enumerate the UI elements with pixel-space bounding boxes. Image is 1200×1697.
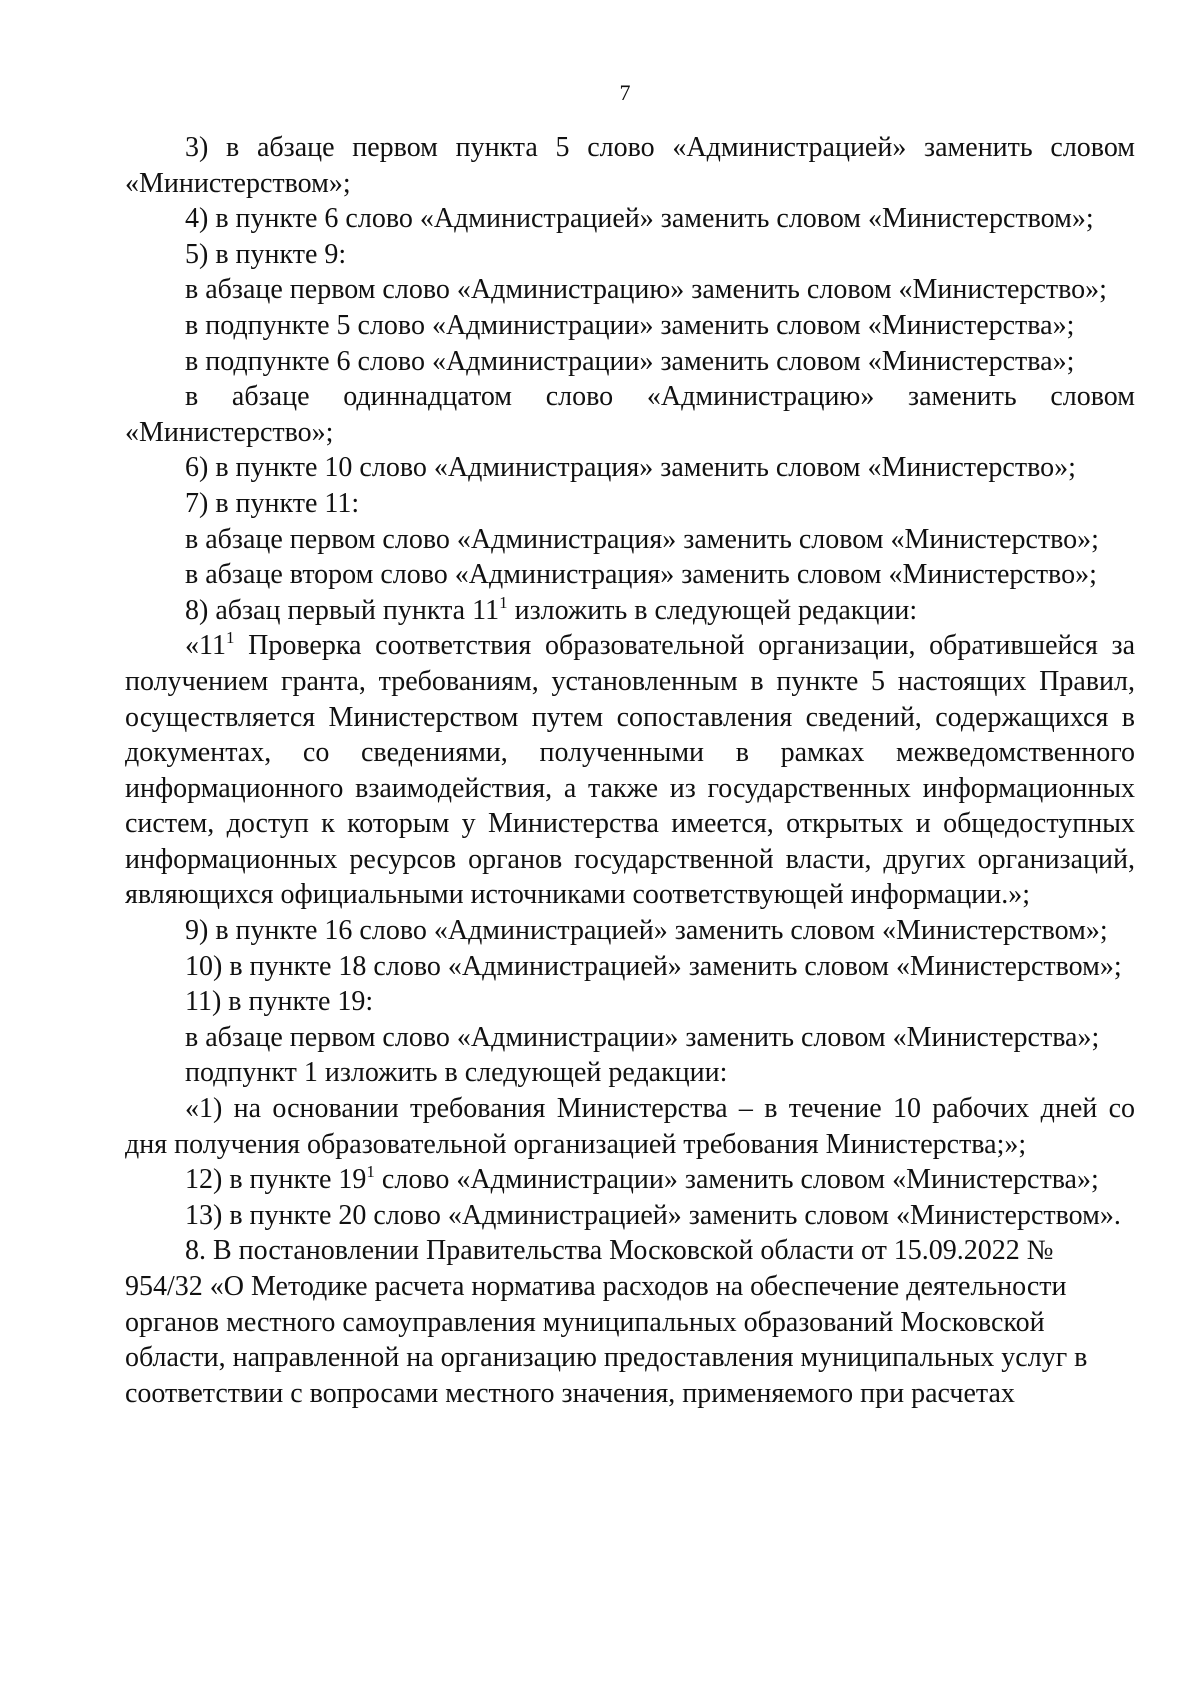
paragraph: в абзаце одиннадцатом слово «Администрацию» заменить словом «Министерство»; [125, 381, 1135, 448]
paragraph: подпункт 1 изложить в следующей редакции: [185, 1057, 728, 1089]
paragraph: 8. В постановлении Правительства Московской области от 15.09.2022 № 954/32 «О Методике расчета норматива расходов на обеспечение деятельности органов местного самоуправления муниципальных образований Московской области, направленной на организацию предоставления муниципальных услуг в соответствии с вопросами местного значения, применяемого при расчетах [125, 1235, 1088, 1409]
paragraph: «1) на основании требования Министерства – в течение 10 рабочих дней со дня получения образовательной организацией требования Министерства;»; [125, 1093, 1135, 1160]
paragraph: в подпункте 5 слово «Администрации» заменить словом «Министерства»; [185, 309, 1075, 341]
paragraph: 11) в пункте 19: [185, 986, 374, 1018]
paragraph [125, 1162, 1135, 1198]
paragraph [125, 628, 1135, 913]
superscript: 1 [499, 592, 508, 612]
paragraph: в абзаце первом слово «Администрацию» заменить словом «Министерство»; [185, 274, 1107, 306]
paragraph-text: «11 [185, 630, 226, 662]
paragraph: 5) в пункте 9: [185, 238, 347, 270]
paragraph-text: слово «Администрации» заменить словом «Министерства»; [374, 1164, 1099, 1196]
paragraph: в абзаце первом слово «Администрации» заменить словом «Министерства»; [185, 1021, 1100, 1053]
paragraph: 9) в пункте 16 слово «Администрацией» заменить словом «Министерством»; [185, 915, 1108, 947]
document-body [125, 130, 1135, 1411]
paragraph: 13) в пункте 20 слово «Администрацией» заменить словом «Министерством». [185, 1199, 1121, 1231]
superscript: 1 [225, 628, 235, 648]
paragraph-text: Проверка соответствия образовательной организации, обратившейся за получением гранта, требованиям, установленным в пункте 5 настоящих Правил, осуществляется Министерством путем сопоставления сведений, содержащихся в документах, со сведениями, полученными в рамках межведомственного информационного взаимодействия, а также из государственных информационных систем, доступ к которым у Министерства имеется, открытых и общедоступных информационных ресурсов органов государственной власти, других организаций, являющихся официальными источниками соответствующей информации.»; [125, 630, 1135, 911]
paragraph-text: 12) в пункте 19 [185, 1164, 367, 1196]
paragraph: 3) в абзаце первом пункта 5 слово «Администрацией» заменить словом «Министерством»; [125, 132, 1135, 199]
paragraph-text: изложить в следующей редакции: [507, 594, 918, 626]
page-number: 7 [619, 80, 631, 105]
paragraph: 6) в пункте 10 слово «Администрация» заменить словом «Министерство»; [185, 452, 1076, 484]
paragraph: в абзаце втором слово «Администрация» заменить словом «Министерство»; [185, 559, 1097, 591]
paragraph: в абзаце первом слово «Администрация» заменить словом «Министерство»; [185, 523, 1099, 555]
paragraph [125, 593, 1135, 629]
paragraph-text: 8) абзац первый пункта 11 [185, 594, 500, 626]
paragraph: 4) в пункте 6 слово «Администрацией» заменить словом «Министерством»; [185, 203, 1094, 235]
paragraph: 7) в пункте 11: [185, 487, 360, 519]
superscript: 1 [366, 1162, 375, 1182]
paragraph: 10) в пункте 18 слово «Администрацией» заменить словом «Министерством»; [185, 950, 1122, 982]
paragraph: в подпункте 6 слово «Администрации» заменить словом «Министерства»; [185, 345, 1075, 377]
